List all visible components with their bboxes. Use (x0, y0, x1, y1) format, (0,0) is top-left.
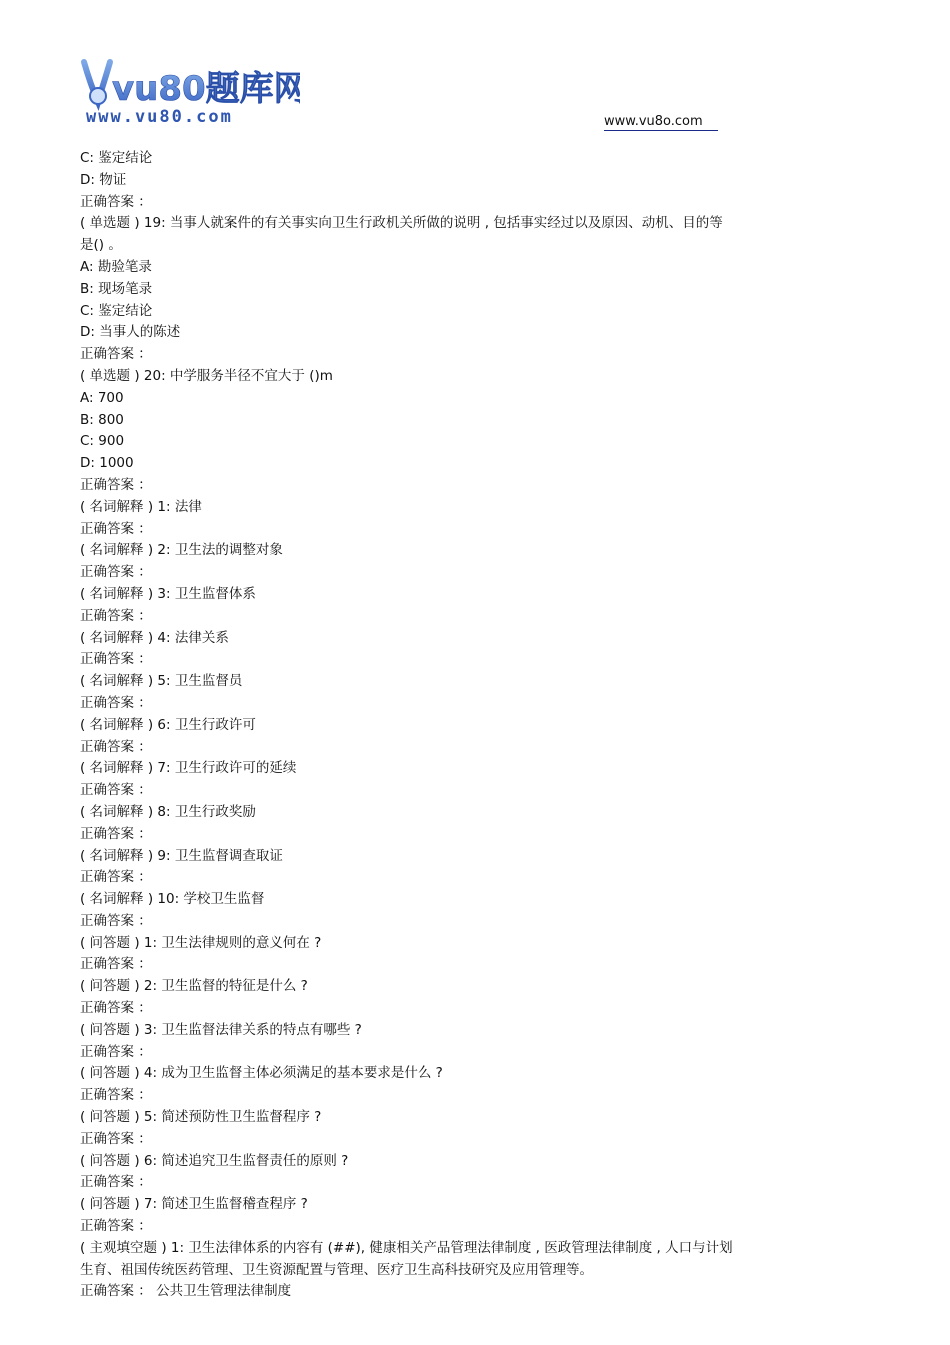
question-line: ( 单选题 ) 20: 中学服务半径不宜大于 ()m (80, 367, 333, 384)
question-line: ( 问答题 ) 1: 卫生法律规则的意义何在 ? (80, 934, 322, 951)
question-line: ( 问答题 ) 6: 简述追究卫生监督责任的原则 ? (80, 1152, 349, 1169)
answer-label: 正确答案 ： (80, 825, 152, 842)
option-line: B: 现场笔录 (80, 280, 153, 297)
answer-label: 正确答案 ： (80, 1000, 152, 1017)
option-line: B: 800 (80, 411, 124, 428)
question-line: ( 单选题 ) 19: 当事人就案件的有关事实向卫生行政机关所做的说明 , 包括事实经过以及原因、动机、目的等 (80, 215, 723, 232)
option-line: C: 900 (80, 433, 125, 450)
answer-label: 正确答案 ： (80, 1218, 152, 1235)
answer-line: 正确答案 ： 公共卫生管理法律制度 (80, 1283, 292, 1300)
site-logo[interactable] (78, 58, 300, 128)
answer-label: 正确答案 ： (80, 1087, 152, 1104)
question-list (80, 148, 880, 1303)
text-line: C: 鉴定结论 (80, 150, 153, 166)
option-line: D: 1000 (80, 455, 134, 472)
answer-label: 正确答案 ： (80, 1043, 152, 1060)
question-line: ( 问答题 ) 7: 简述卫生监督稽查程序 ? (80, 1196, 308, 1213)
option-line: C: 鉴定结论 (80, 302, 153, 319)
question-line: ( 名词解释 ) 1: 法律 (80, 498, 202, 515)
question-line: ( 问答题 ) 3: 卫生监督法律关系的特点有哪些 ? (80, 1021, 362, 1038)
question-line: ( 名词解释 ) 10: 学校卫生监督 (80, 891, 265, 908)
answer-label: 正确答案 ： (80, 694, 152, 711)
question-line: ( 名词解释 ) 3: 卫生监督体系 (80, 585, 256, 602)
text-line: D: 物证 (80, 171, 127, 188)
question-line: ( 名词解释 ) 7: 卫生行政许可的延续 (80, 760, 297, 777)
answer-label: 正确答案 ： (80, 193, 152, 210)
answer-label: 正确答案 ： (80, 956, 152, 973)
logo-graphic (78, 58, 300, 128)
svg-text:vu80题库网: vu80题库网 (112, 69, 300, 109)
answer-label: 正确答案 ： (80, 738, 152, 755)
question-line: ( 名词解释 ) 4: 法律关系 (80, 629, 229, 646)
answer-label: 正确答案 ： (80, 912, 152, 929)
answer-label: 正确答案 ： (80, 607, 152, 624)
question-line: ( 问答题 ) 4: 成为卫生监督主体必须满足的基本要求是什么 ? (80, 1065, 443, 1082)
answer-label: 正确答案 ： (80, 1174, 152, 1191)
question-line: 是() 。 (80, 237, 122, 254)
question-line: ( 名词解释 ) 8: 卫生行政奖励 (80, 803, 256, 820)
question-line: 生育、祖国传统医药管理、卫生资源配置与管理、医疗卫生高科技研究及应用管理等。 (80, 1261, 593, 1278)
question-line: ( 问答题 ) 2: 卫生监督的特征是什么 ? (80, 978, 308, 995)
svg-text:www.vu80.com: www.vu80.com (86, 107, 233, 127)
site-url-link[interactable]: www.vu8o.com (604, 114, 718, 131)
answer-label: 正确答案 ： (80, 782, 152, 799)
answer-label: 正确答案 ： (80, 869, 152, 886)
option-line: A: 勘验笔录 (80, 258, 152, 275)
question-line: ( 名词解释 ) 6: 卫生行政许可 (80, 716, 256, 733)
answer-label: 正确答案 ： (80, 520, 152, 537)
question-line: ( 问答题 ) 5: 简述预防性卫生监督程序 ? (80, 1109, 322, 1126)
question-line: ( 名词解释 ) 9: 卫生监督调查取证 (80, 847, 283, 864)
option-line: D: 当事人的陈述 (80, 324, 181, 341)
answer-label: 正确答案 ： (80, 346, 152, 363)
option-line: A: 700 (80, 389, 124, 406)
answer-label: 正确答案 ： (80, 476, 152, 493)
answer-label: 正确答案 ： (80, 1130, 152, 1147)
answer-label: 正确答案 ： (80, 651, 152, 668)
question-line: ( 名词解释 ) 5: 卫生监督员 (80, 673, 243, 690)
answer-label: 正确答案 ： (80, 564, 152, 581)
question-line: ( 主观填空题 ) 1: 卫生法律体系的内容有 (##), 健康相关产品管理法律制度 , 医政管理法律制度 , 人口与计划 (80, 1239, 733, 1256)
question-line: ( 名词解释 ) 2: 卫生法的调整对象 (80, 542, 283, 559)
